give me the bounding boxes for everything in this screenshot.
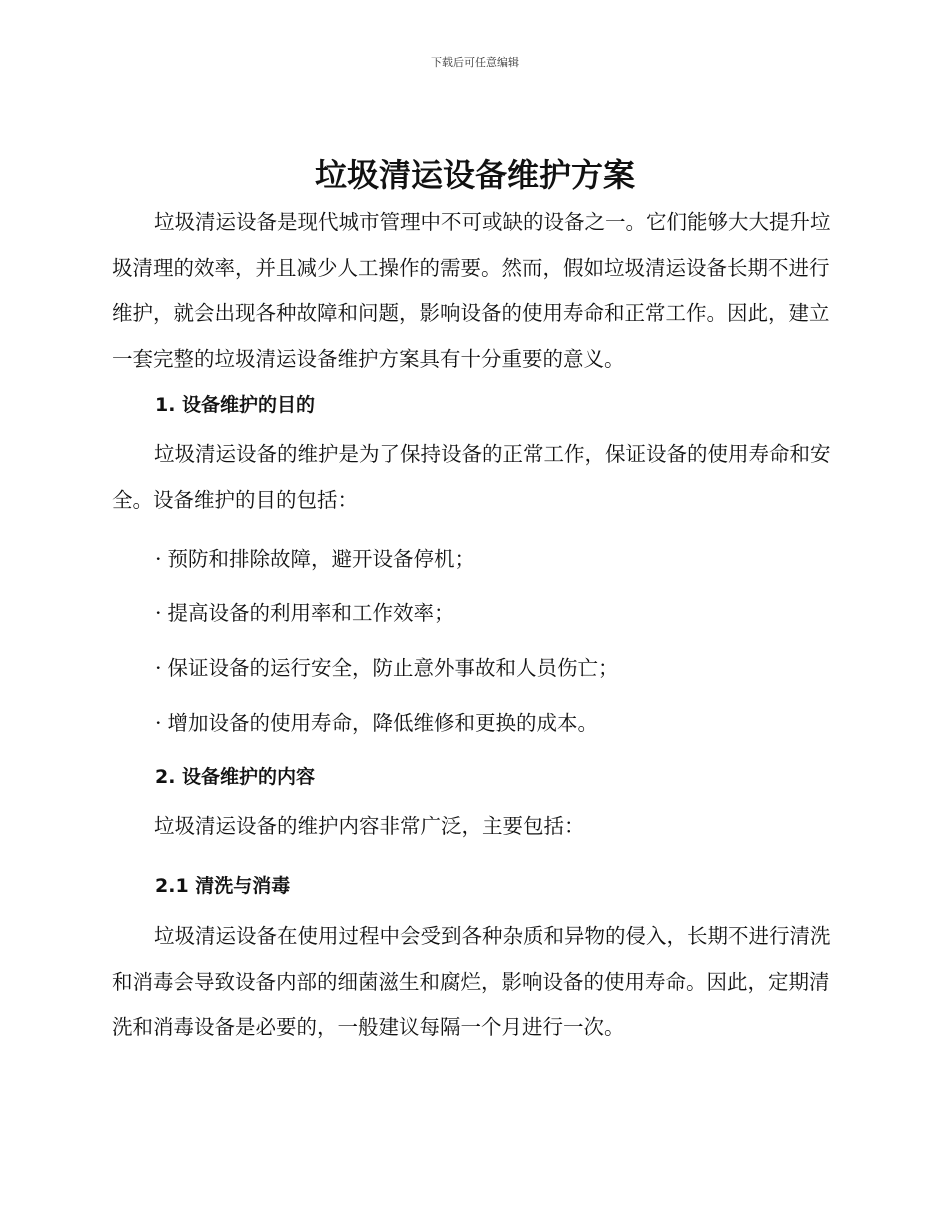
bullet-item (155, 596, 455, 626)
bullet-text: 增加设备的使用寿命，降低维修和更换的成本。 (167, 711, 599, 735)
bullet-dot: · (155, 547, 162, 571)
section-2-heading: 2. 设备维护的内容 (155, 766, 316, 788)
bullet-text: 提高设备的利用率和工作效率； (167, 601, 455, 625)
bullet-dot: · (155, 711, 162, 735)
section-1-paragraph: 垃圾清运设备的维护是为了保持设备的正常工作，保证设备的使用寿命和安全。设备维护的目的包括： (112, 442, 831, 512)
bullet-item (155, 651, 619, 681)
bullet-text: 保证设备的运行安全，防止意外事故和人员伤亡； (167, 656, 619, 680)
section-2-1-paragraph: 垃圾清运设备在使用过程中会受到各种杂质和异物的侵入，长期不进行清洗和消毒会导致设备内部的细菌滋生和腐烂，影响设备的使用寿命。因此，定期清洗和消毒设备是必要的，一般建议每隔一个月进行一次。 (112, 924, 831, 1039)
document-title: 垃圾清运设备维护方案 (314, 156, 635, 194)
bullet-text: 预防和排除故障，避开设备停机； (167, 547, 476, 571)
bullet-dot: · (155, 601, 162, 625)
section-2-paragraph: 垃圾清运设备的维护内容非常广泛，主要包括： (154, 814, 585, 838)
bullet-item (155, 706, 598, 736)
bullet-item (155, 542, 475, 572)
section-2-1-heading: 2.1 清洗与消毒 (155, 875, 291, 897)
section-1-heading: 1. 设备维护的目的 (155, 394, 316, 416)
intro-paragraph: 垃圾清运设备是现代城市管理中不可或缺的设备之一。它们能够大大提升垃圾清理的效率，并且减少人工操作的需要。然而，假如垃圾清运设备长期不进行维护，就会出现各种故障和问题，影响设备的使用寿命和正常工作。因此，建立一套完整的垃圾清运设备维护方案具有十分重要的意义。 (112, 210, 831, 371)
bullet-dot: · (155, 656, 162, 680)
header-note: 下载后可任意编辑 (431, 56, 519, 69)
